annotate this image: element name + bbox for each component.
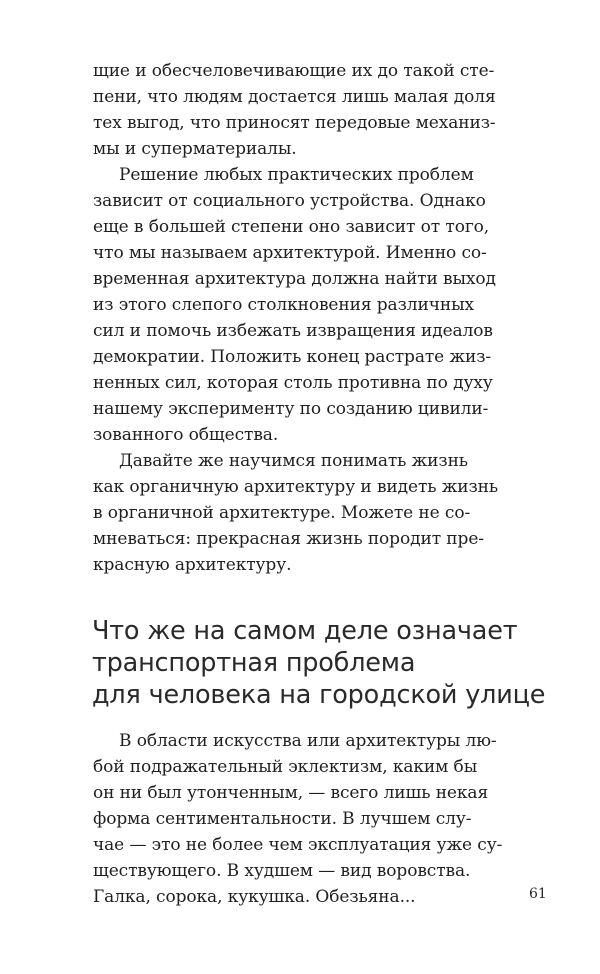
text-line: еще в большей степени оно зависит от того, bbox=[93, 217, 490, 237]
text-line: из этого слепого столкновения различных bbox=[93, 295, 474, 315]
text-line: форма сентиментальности. В лучшем слу- bbox=[93, 809, 472, 829]
text-line: он ни был утонченным, — всего лишь некая bbox=[93, 783, 489, 803]
text-line: ществующего. В худшем — вид воровства. bbox=[93, 861, 471, 881]
page-number: 61 bbox=[529, 886, 547, 902]
text-line: зованного общества. bbox=[93, 425, 279, 445]
text-line: зависит от социального устройства. Однако bbox=[93, 191, 486, 211]
text-line: Галка, сорока, кукушка. Обезьяна... bbox=[93, 887, 416, 907]
section-heading-line: для человека на городской улице bbox=[92, 680, 546, 710]
text-line: временная архитектура должна найти выход bbox=[93, 269, 496, 289]
text-line: В области искусства или архитектуры лю- bbox=[119, 731, 497, 751]
text-line: демократии. Положить конец растрате жиз- bbox=[93, 347, 492, 367]
text-line: в органичной архитектуре. Можете не со- bbox=[93, 503, 471, 523]
text-line: Решение любых практических проблем bbox=[119, 165, 474, 185]
text-line: мы и суперматериалы. bbox=[93, 139, 297, 159]
section-heading-line: транспортная проблема bbox=[92, 648, 416, 678]
text-line: щие и обесчеловечивающие их до такой сте- bbox=[93, 61, 495, 81]
text-line: сил и помочь избежать извращения идеалов bbox=[93, 321, 493, 341]
text-line: ненных сил, которая столь противна по духу bbox=[93, 373, 493, 393]
text-line: нашему эксперименту по созданию цивили- bbox=[93, 399, 489, 419]
text-line: что мы называем архитектурой. Именно со- bbox=[93, 243, 487, 263]
text-line: чае — это не более чем эксплуатация уже су- bbox=[93, 835, 503, 855]
text-line: Давайте же научимся понимать жизнь bbox=[119, 451, 468, 471]
text-line: как органичную архитектуру и видеть жизнь bbox=[93, 477, 499, 497]
text-line: красную архитектуру. bbox=[93, 555, 292, 575]
text-line: пени, что людям достается лишь малая доля bbox=[93, 87, 496, 107]
text-line: мневаться: прекрасная жизнь породит пре- bbox=[93, 529, 484, 549]
text-line: бой подражательный эклектизм, каким бы bbox=[93, 757, 478, 777]
section-heading-line: Что же на самом деле означает bbox=[92, 616, 518, 646]
text-line: тех выгод, что приносят передовые механиз- bbox=[93, 113, 496, 133]
